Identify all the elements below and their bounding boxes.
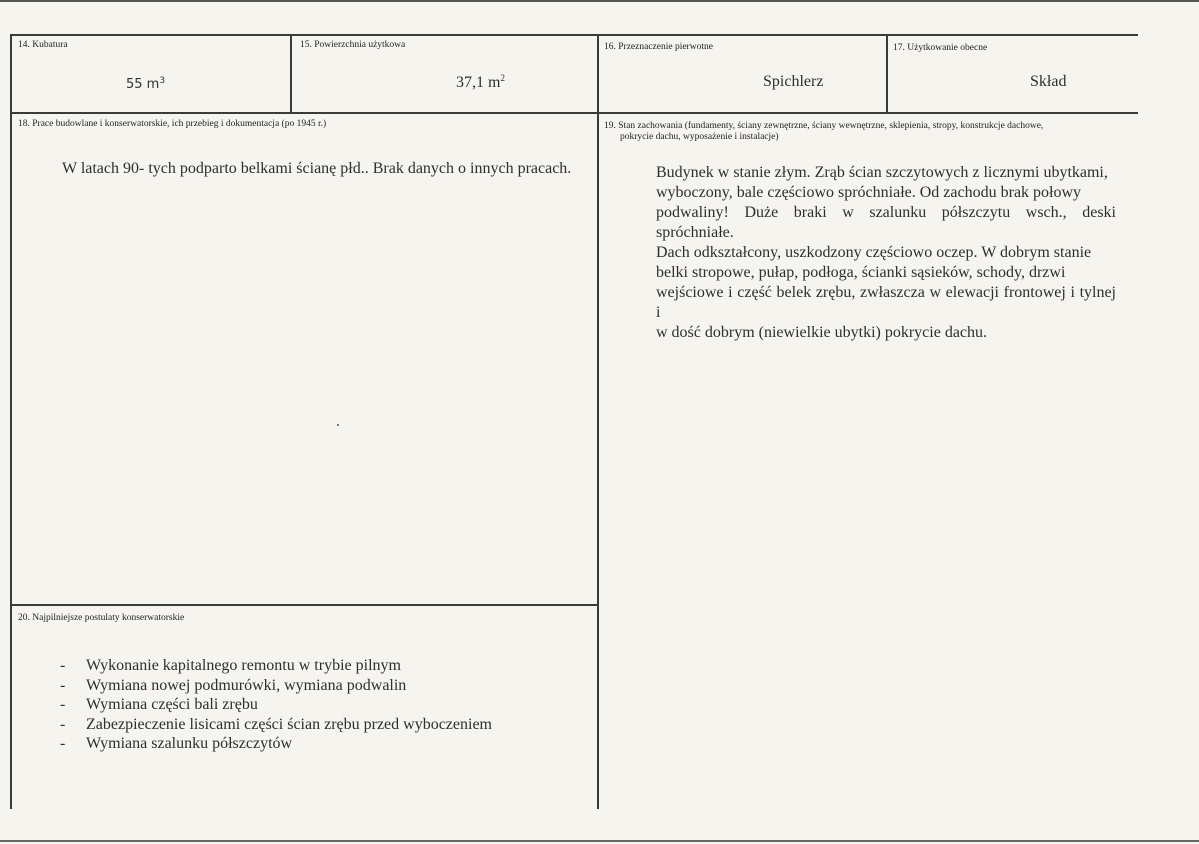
list-item-text: Wymiana części bali zrębu [86,696,258,713]
field-19-line: Budynek w stanie złym. Zrąb ścian szczytowych z licznymi ubytkami, [656,164,1108,181]
field-19-line: belki stropowe, pułap, podłoga, ścianki sąsieków, schody, drzwi [656,264,1066,281]
list-dash: - [60,696,66,713]
field-19-label-line1: 19. Stan zachowania (fundamenty, ściany zewnętrzne, ściany wewnętrzne, sklepienia, stropy, konstrukcje dachowe, [604,121,1044,131]
list-dash: - [60,715,66,733]
field-18-label: 18. Prace budowlane i konserwatorskie, ich przebieg i dokumentacja (po 1945 r.) [18,119,327,129]
list-item [60,715,492,735]
divider-center [597,34,599,809]
list-item [60,734,492,754]
field-15-value-text: 37,1 m [456,74,501,91]
divider-18-20 [10,604,599,606]
field-15-value [456,73,505,92]
list-dash: - [60,676,66,694]
field-17-value: Skład [1030,73,1067,90]
divider-16-17 [886,34,888,114]
field-15-value-sup: 2 [500,73,505,83]
list-item-text: Wymiana szalunku półszczytów [86,735,293,752]
top-border-line [0,0,1199,2]
field-14-value-text: 55 m [126,77,160,92]
field-19-line: w dość dobrym (niewielkie ubytki) pokrycie dachu. [656,324,988,341]
field-17-label: 17. Użytkowanie obecne [893,43,988,53]
list-item [60,676,492,696]
list-dash: - [60,657,66,674]
bottom-border-line [0,840,1199,842]
postulates-list [60,656,492,754]
left-margin-line [10,34,12,809]
field-14-value-sup: 3 [159,76,166,86]
field-16-label: 16. Przeznaczenie pierwotne [604,42,713,52]
list-dash: - [60,735,66,752]
row1-bottom-line [10,112,1138,114]
field-15-label: 15. Powierzchnia użytkowa [300,40,406,50]
list-item [60,695,492,715]
field-19-label-line2: pokrycie dachu, wyposażenie i instalacje) [620,132,779,142]
field-19-line: Dach odkształcony, uszkodzony częściowo oczep. W dobrym stanie [656,244,1092,261]
field-14-value [126,76,165,92]
list-item-text: Zabezpieczenie lisicami części ścian zrębu przed wyboczeniem [86,715,492,733]
field-20-label: 20. Najpilniejsze postulaty konserwatorskie [18,613,185,623]
field-19-line: podwaliny! Duże braki w szalunku półszczytu wsch., deski spróchniałe. [656,204,1116,241]
field-19-line: wyboczony, bale częściowo spróchniałe. Od zachodu brak połowy [656,184,1082,201]
field-14-label: 14. Kubatura [18,40,68,50]
field-16-value: Spichlerz [763,73,824,90]
field-19-line: wejściowe i część belek zrębu, zwłaszcza w elewacji frontowej i tylnej i [656,284,1116,321]
list-item-text: Wymiana nowej podmurówki, wymiana podwalin [86,676,407,694]
field-19-text [656,163,1116,343]
divider-14-15 [290,34,292,114]
list-item-text: Wykonanie kapitalnego remontu w trybie pilnym [86,657,401,674]
field-18-text: W latach 90- tych podparto belkami ścianę płd.. Brak danych o innych pracach. [62,160,572,177]
row1-top-line [10,34,1138,36]
list-item [60,656,492,676]
scan-speck [337,424,339,426]
